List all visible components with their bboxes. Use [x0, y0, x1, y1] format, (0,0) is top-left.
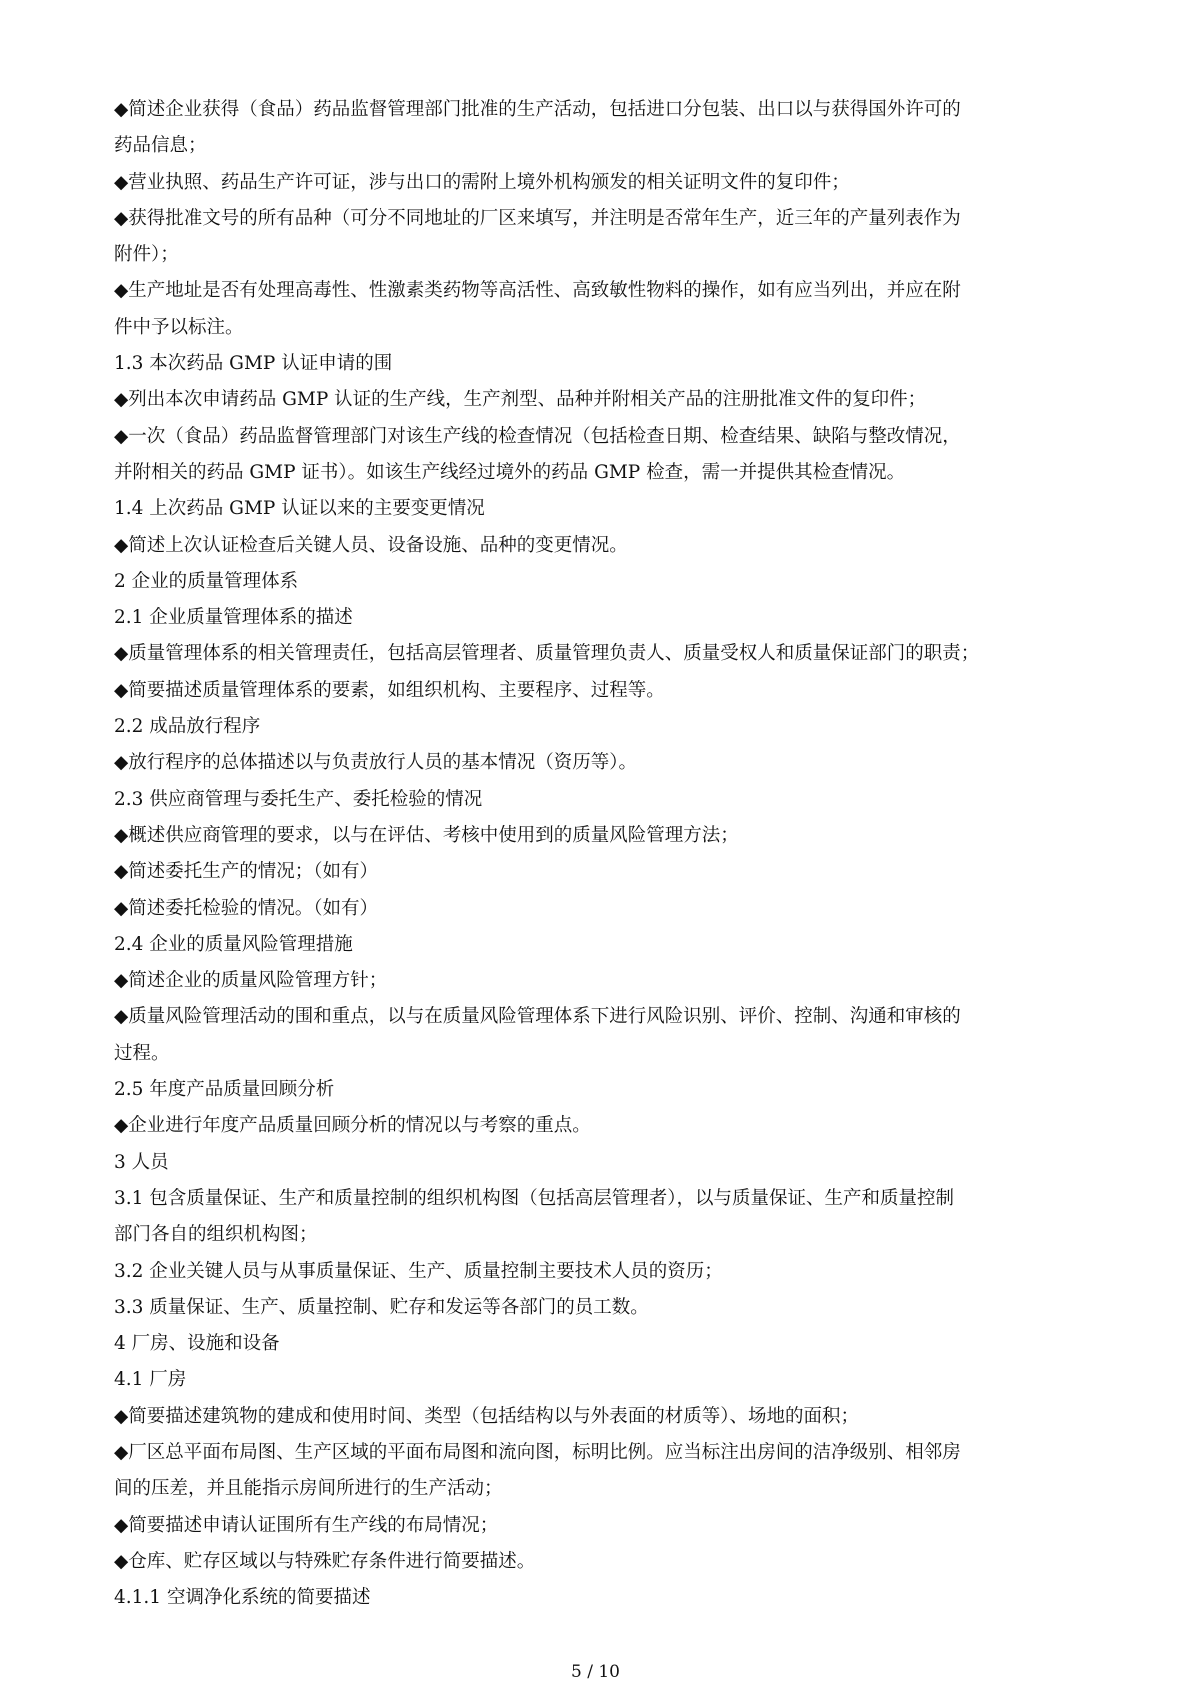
text-line: 3.1 包含质量保证、生产和质量控制的组织机构图（包括高层管理者），以与质量保证、生产和质量控制: [114, 1187, 955, 1209]
text-line: 1.4 上次药品 GMP 认证以来的主要变更情况: [114, 498, 485, 520]
text-line: 2 企业的质量管理体系: [114, 570, 299, 592]
text-line: ◆质量管理体系的相关管理责任，包括高层管理者、质量管理负责人、质量受权人和质量保证部门的职责；: [114, 643, 980, 665]
text-line: 2.4 企业的质量风险管理措施: [114, 933, 353, 955]
text-line: ◆营业执照、药品生产许可证，涉与出口的需附上境外机构颁发的相关证明文件的复印件；: [114, 171, 850, 193]
text-line: ◆生产地址是否有处理高毒性、性激素类药物等高活性、高致敏性物料的操作，如有应当列出，并应在附: [114, 280, 961, 302]
text-line: 4.1.1 空调净化系统的简要描述: [114, 1587, 371, 1609]
text-line: ◆企业进行年度产品质量回顾分析的情况以与考察的重点。: [114, 1115, 591, 1137]
text-line: ◆仓库、贮存区域以与特殊贮存条件进行简要描述。: [114, 1550, 536, 1572]
text-line: ◆简要描述质量管理体系的要素，如组织机构、主要程序、过程等。: [114, 679, 665, 701]
text-line: ◆一次（食品）药品监督管理部门对该生产线的检查情况（包括检查日期、检查结果、缺陷与整改情况，: [114, 425, 961, 447]
text-line: 3.3 质量保证、生产、质量控制、贮存和发运等各部门的员工数。: [114, 1296, 649, 1318]
text-line: 过程。: [114, 1042, 170, 1064]
text-line: 4 厂房、设施和设备: [114, 1333, 280, 1355]
text-line: ◆简述企业获得（食品）药品监督管理部门批准的生产活动，包括进口分包装、出口以与获得国外许可的: [114, 99, 961, 120]
text-line: 2.3 供应商管理与委托生产、委托检验的情况: [114, 788, 483, 810]
text-line: 药品信息；: [114, 135, 207, 157]
text-line: ◆简要描述申请认证围所有生产线的布局情况；: [114, 1514, 499, 1536]
text-line: 3 人员: [114, 1151, 169, 1173]
text-line: ◆概述供应商管理的要求，以与在评估、考核中使用到的质量风险管理方法；: [114, 824, 739, 846]
text-line: ◆简要描述建筑物的建成和使用时间、类型（包括结构以与外表面的材质等）、场地的面积；: [114, 1405, 859, 1427]
text-line: 3.2 企业关键人员与从事质量保证、生产、质量控制主要技术人员的资历；: [114, 1260, 723, 1282]
text-line: ◆放行程序的总体描述以与负责放行人员的基本情况（资历等）。: [114, 752, 637, 774]
text-line: 部门各自的组织机构图；: [114, 1224, 318, 1246]
text-line: ◆厂区总平面布局图、生产区域的平面布局图和流向图，标明比例。应当标注出房间的洁净级别、相邻房: [114, 1441, 961, 1463]
text-line: 并附相关的药品 GMP 证书）。如该生产线经过境外的药品 GMP 检查，需一并提供其检查情况。: [114, 461, 906, 483]
page-number: 5 / 10: [571, 1662, 620, 1682]
text-line: ◆简述委托检验的情况。（如有）: [114, 897, 378, 919]
text-line: 1.3 本次药品 GMP 认证申请的围: [114, 353, 393, 375]
document-body: [114, 92, 1080, 1616]
text-line: 4.1 厂房: [114, 1369, 187, 1391]
text-line: ◆列出本次申请药品 GMP 认证的生产线，生产剂型、品种并附相关产品的注册批准文件的复印件；: [114, 389, 927, 411]
text-line: 间的压差，并且能指示房间所进行的生产活动；: [114, 1478, 503, 1500]
text-line: 附件）；: [114, 244, 179, 266]
text-line: 2.2 成品放行程序: [114, 716, 261, 738]
text-line: ◆获得批准文号的所有品种（可分不同地址的厂区来填写，并注明是否常年生产，近三年的产量列表作为: [114, 207, 961, 229]
text-line: ◆简述企业的质量风险管理方针；: [114, 970, 388, 992]
text-line: ◆质量风险管理活动的围和重点，以与在质量风险管理体系下进行风险识别、评价、控制、沟通和审核的: [114, 1006, 961, 1028]
text-line: 件中予以标注。: [114, 316, 244, 338]
text-line: 2.5 年度产品质量回顾分析: [114, 1079, 335, 1101]
text-line: ◆简述上次认证检查后关键人员、设备设施、品种的变更情况。: [114, 534, 628, 556]
text-line: ◆简述委托生产的情况；（如有）: [114, 861, 378, 883]
text-line: 2.1 企业质量管理体系的描述: [114, 607, 353, 629]
